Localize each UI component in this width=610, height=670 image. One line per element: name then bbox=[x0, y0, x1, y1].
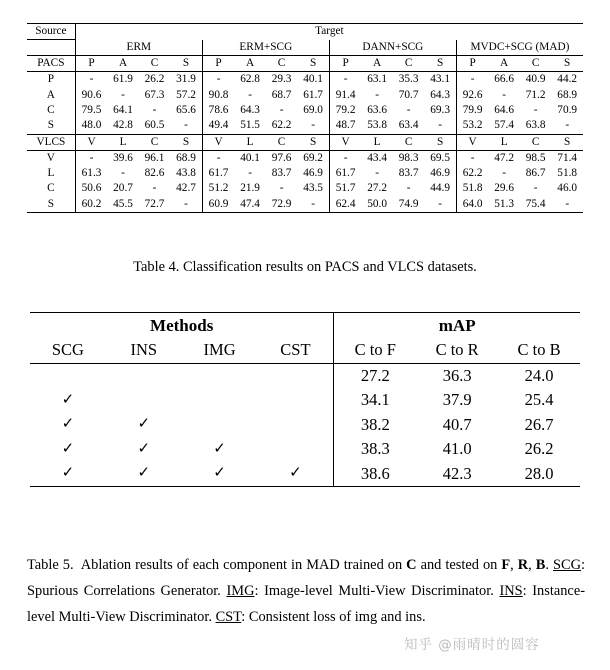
table-row bbox=[27, 181, 583, 196]
classification-results-table bbox=[27, 23, 583, 213]
header-target: Target bbox=[75, 24, 583, 40]
cell: 61.7 bbox=[329, 166, 361, 181]
header-domain-vlcs-1-v: V bbox=[202, 134, 234, 150]
header-domain-pacs-1-c: C bbox=[266, 56, 298, 72]
ablation-header-row-groups bbox=[30, 313, 580, 339]
map-value: 37.9 bbox=[442, 390, 472, 409]
header-spacer bbox=[27, 40, 75, 56]
header-domain-vlcs-2-c: C bbox=[393, 134, 425, 150]
header-domain-pacs-3-s: S bbox=[551, 56, 583, 72]
cell: 62.2 bbox=[271, 119, 292, 132]
cell: 79.5 bbox=[75, 103, 107, 118]
table-row bbox=[27, 88, 583, 103]
cell: 72.7 bbox=[139, 197, 171, 213]
cell: - bbox=[248, 167, 252, 180]
table-header-row-source-target bbox=[27, 24, 583, 40]
cell: 46.9 bbox=[430, 167, 450, 180]
table-row bbox=[27, 197, 583, 213]
ablation-table-row bbox=[30, 437, 580, 462]
cell: 64.0 bbox=[456, 197, 488, 213]
check-ins: ✓ bbox=[106, 462, 182, 487]
check-empty bbox=[182, 363, 258, 388]
cell: - bbox=[297, 197, 329, 213]
cell: 43.4 bbox=[367, 151, 387, 164]
cell: 39.6 bbox=[113, 151, 133, 164]
cell: 51.8 bbox=[557, 167, 578, 180]
check-empty bbox=[258, 388, 334, 413]
check-empty bbox=[106, 388, 182, 413]
cell: 46.9 bbox=[303, 167, 323, 180]
cell: 40.9 bbox=[525, 73, 546, 86]
map-value: 24.0 bbox=[524, 365, 554, 385]
map-value: 41.0 bbox=[442, 439, 472, 458]
map-value: 36.3 bbox=[442, 365, 472, 385]
cell: 69.3 bbox=[430, 103, 450, 116]
table-header-row-pacs bbox=[27, 56, 583, 72]
table-4-container bbox=[27, 23, 583, 213]
header-domain-pacs-3-p: P bbox=[456, 56, 488, 72]
header-domain-pacs-1-s: S bbox=[297, 56, 329, 72]
cell: - bbox=[279, 182, 284, 195]
cell: 60.2 bbox=[75, 197, 107, 213]
cell: - bbox=[311, 119, 315, 132]
check-scg: ✓ bbox=[30, 462, 106, 487]
watermark-overlay: 知乎 @雨晴时的圆容 bbox=[404, 637, 540, 653]
cell: - bbox=[375, 167, 379, 180]
cell: - bbox=[202, 150, 234, 166]
header-domain-pacs-0-s: S bbox=[170, 56, 202, 72]
cell: - bbox=[456, 150, 488, 166]
cell: 98.5 bbox=[525, 151, 546, 164]
table-header-row-vlcs bbox=[27, 134, 583, 150]
cell: 42.8 bbox=[113, 119, 133, 132]
cell: 48.7 bbox=[329, 118, 361, 134]
cell: - bbox=[424, 197, 456, 213]
check-scg: ✓ bbox=[61, 391, 75, 408]
check-img: ✓ bbox=[213, 440, 226, 457]
cell: 67.3 bbox=[144, 88, 165, 101]
cell: 72.9 bbox=[266, 197, 298, 213]
header-domain-vlcs-0-s: S bbox=[170, 134, 202, 150]
cell: 63.6 bbox=[367, 103, 387, 116]
table-row bbox=[27, 150, 583, 166]
cell: 64.3 bbox=[430, 88, 450, 101]
row-label-vlcs-l: L bbox=[47, 167, 55, 180]
cell: 51.2 bbox=[202, 181, 234, 196]
cell: 21.9 bbox=[240, 182, 260, 195]
ablation-header-row-columns bbox=[30, 338, 580, 363]
cell: 90.8 bbox=[202, 88, 234, 103]
header-col-c-to-r: C to R bbox=[416, 338, 498, 363]
cell: 27.2 bbox=[367, 182, 387, 195]
cell: - bbox=[533, 182, 538, 195]
table-row bbox=[27, 103, 583, 118]
cell: 62.2 bbox=[456, 166, 488, 181]
header-domain-vlcs-2-l: L bbox=[361, 134, 393, 150]
cell: 62.4 bbox=[329, 197, 361, 213]
cell: 43.5 bbox=[303, 182, 323, 195]
check-cst: ✓ bbox=[258, 462, 334, 487]
cell: 70.9 bbox=[557, 103, 578, 116]
header-domain-pacs-3-a: A bbox=[488, 56, 520, 72]
cell: 97.6 bbox=[271, 151, 292, 164]
cell: - bbox=[170, 197, 202, 213]
header-domain-vlcs-0-v: V bbox=[75, 134, 107, 150]
table-row bbox=[27, 72, 583, 88]
cell: - bbox=[75, 150, 107, 166]
cell: - bbox=[438, 119, 442, 132]
cell: 46.0 bbox=[557, 182, 578, 195]
header-domain-vlcs-1-c: C bbox=[266, 134, 298, 150]
header-domain-pacs-1-p: P bbox=[202, 56, 234, 72]
row-label-pacs-c: C bbox=[47, 103, 55, 116]
header-domain-vlcs-0-c: C bbox=[139, 134, 171, 150]
cell: 78.6 bbox=[202, 103, 234, 118]
cell: 92.6 bbox=[456, 88, 488, 103]
cell: 63.1 bbox=[367, 73, 387, 86]
cell: 61.7 bbox=[202, 166, 234, 181]
cell: 40.1 bbox=[303, 73, 323, 86]
cell: 60.5 bbox=[144, 119, 165, 132]
cell: 65.6 bbox=[176, 103, 196, 116]
cell: 83.7 bbox=[398, 167, 419, 180]
check-empty bbox=[182, 388, 258, 413]
header-domain-pacs-0-a: A bbox=[107, 56, 139, 72]
header-methods-group: Methods bbox=[30, 313, 334, 339]
table-5-container bbox=[30, 312, 580, 487]
header-group-erm-scg: ERM+SCG bbox=[202, 40, 329, 56]
map-value: 38.6 bbox=[334, 462, 416, 487]
cell: 69.5 bbox=[430, 151, 450, 164]
cell: 47.2 bbox=[494, 151, 515, 164]
cell: 31.9 bbox=[176, 73, 196, 86]
map-value: 42.3 bbox=[416, 462, 498, 487]
cell: - bbox=[202, 72, 234, 88]
cell: 69.2 bbox=[303, 151, 323, 164]
cell: 20.7 bbox=[113, 182, 133, 195]
cell: 50.0 bbox=[361, 197, 393, 213]
check-empty bbox=[258, 413, 334, 438]
cell: 64.6 bbox=[494, 103, 515, 116]
cell: - bbox=[329, 72, 361, 88]
header-group-dann-scg: DANN+SCG bbox=[329, 40, 456, 56]
cell: 47.4 bbox=[234, 197, 266, 213]
cell: 62.8 bbox=[240, 73, 260, 86]
header-domain-vlcs-3-v: V bbox=[456, 134, 488, 150]
check-empty bbox=[106, 363, 182, 388]
map-value: 27.2 bbox=[334, 363, 416, 388]
table-row bbox=[27, 166, 583, 181]
cell: - bbox=[75, 72, 107, 88]
check-empty bbox=[258, 437, 334, 462]
cell: 79.2 bbox=[329, 103, 361, 118]
cell: 90.6 bbox=[75, 88, 107, 103]
header-domain-vlcs-3-s: S bbox=[551, 134, 583, 150]
check-empty bbox=[30, 363, 106, 388]
map-value: 38.3 bbox=[334, 437, 416, 462]
header-domain-vlcs-2-v: V bbox=[329, 134, 361, 150]
header-domain-pacs-2-p: P bbox=[329, 56, 361, 72]
header-col-c-to-f: C to F bbox=[334, 338, 416, 363]
header-col-ins: INS bbox=[106, 338, 182, 363]
cell: 66.6 bbox=[494, 73, 515, 86]
header-dataset-vlcs: VLCS bbox=[27, 134, 75, 150]
header-domain-pacs-0-p: P bbox=[75, 56, 107, 72]
cell: 26.2 bbox=[144, 73, 165, 86]
cell: 51.5 bbox=[240, 119, 260, 132]
map-value: 26.2 bbox=[524, 439, 554, 458]
cell: 60.9 bbox=[202, 197, 234, 213]
cell: 51.3 bbox=[488, 197, 520, 213]
cell: 68.9 bbox=[176, 151, 196, 164]
row-label-pacs-s: S bbox=[47, 119, 55, 132]
cell: 63.4 bbox=[398, 119, 419, 132]
ablation-table-row bbox=[30, 363, 580, 388]
header-domain-vlcs-3-c: C bbox=[520, 134, 552, 150]
cell: 63.8 bbox=[525, 119, 546, 132]
header-col-scg: SCG bbox=[30, 338, 106, 363]
header-domain-pacs-2-c: C bbox=[393, 56, 425, 72]
cell: 82.6 bbox=[144, 167, 165, 180]
cell: 50.6 bbox=[75, 181, 107, 196]
cell: 40.1 bbox=[240, 151, 260, 164]
table-5-caption: Table 5. Ablation results of each component in MAD trained on C and tested on F, R, B. SCG: Spurious Correlations Generator. IMG: Image-level Multi-View Discriminator. INS: Instance-level Multi-View Discriminator. CST: Consistent loss of img and ins. bbox=[27, 557, 586, 625]
check-empty bbox=[182, 413, 258, 438]
cell: 64.3 bbox=[240, 103, 260, 116]
cell: - bbox=[456, 72, 488, 88]
cell: - bbox=[248, 88, 252, 101]
cell: 98.3 bbox=[398, 151, 419, 164]
cell: 64.1 bbox=[113, 103, 133, 116]
cell: - bbox=[533, 103, 538, 116]
check-empty bbox=[258, 363, 334, 388]
cell: 51.7 bbox=[329, 181, 361, 196]
check-scg: ✓ bbox=[61, 416, 75, 433]
header-group-erm: ERM bbox=[75, 40, 202, 56]
header-domain-vlcs-1-s: S bbox=[297, 134, 329, 150]
cell: 44.9 bbox=[430, 182, 450, 195]
header-domain-pacs-2-s: S bbox=[424, 56, 456, 72]
cell: 86.7 bbox=[525, 167, 546, 180]
cell: 29.3 bbox=[271, 73, 292, 86]
map-value: 34.1 bbox=[334, 388, 416, 413]
cell: 69.0 bbox=[303, 103, 323, 116]
header-group-mvdc-scg-mad: MVDC+SCG (MAD) bbox=[456, 40, 583, 56]
cell: 35.3 bbox=[398, 73, 419, 86]
map-value: 28.0 bbox=[498, 462, 580, 487]
table-header-row-methods bbox=[27, 40, 583, 56]
check-scg: ✓ bbox=[61, 440, 75, 457]
header-dataset-pacs: PACS bbox=[27, 56, 75, 72]
cell: 44.2 bbox=[557, 73, 578, 86]
cell: - bbox=[121, 167, 125, 180]
cell: 68.7 bbox=[271, 88, 292, 101]
cell: - bbox=[121, 88, 125, 101]
row-label-vlcs-c: C bbox=[47, 182, 55, 195]
header-domain-pacs-2-a: A bbox=[361, 56, 393, 72]
cell: 51.8 bbox=[456, 181, 488, 196]
cell: 42.7 bbox=[176, 182, 196, 195]
cell: 49.4 bbox=[202, 118, 234, 134]
header-col-cst: CST bbox=[258, 338, 334, 363]
map-value: 38.2 bbox=[334, 413, 416, 438]
table-row bbox=[27, 118, 583, 134]
header-domain-pacs-0-c: C bbox=[139, 56, 171, 72]
cell: 61.9 bbox=[113, 73, 133, 86]
cell: - bbox=[406, 182, 411, 195]
cell: 61.3 bbox=[75, 166, 107, 181]
cell: - bbox=[565, 119, 570, 132]
ablation-results-table bbox=[30, 312, 580, 487]
cell: 71.2 bbox=[525, 88, 546, 101]
cell: - bbox=[375, 88, 379, 101]
cell: 53.2 bbox=[456, 118, 488, 134]
cell: 43.1 bbox=[430, 73, 450, 86]
header-domain-vlcs-2-s: S bbox=[424, 134, 456, 150]
cell: 61.7 bbox=[303, 88, 323, 101]
table-4-caption: Table 4. Classification results on PACS and VLCS datasets. bbox=[133, 259, 477, 275]
header-map-group: mAP bbox=[334, 313, 580, 339]
cell: - bbox=[184, 119, 188, 132]
map-value: 25.4 bbox=[524, 390, 554, 409]
check-ins: ✓ bbox=[137, 440, 151, 457]
row-label-vlcs-s: S bbox=[27, 197, 75, 213]
check-ins: ✓ bbox=[137, 416, 151, 433]
header-domain-pacs-3-c: C bbox=[520, 56, 552, 72]
cell: 53.8 bbox=[367, 119, 387, 132]
cell: - bbox=[152, 103, 157, 116]
cell: 57.2 bbox=[176, 88, 196, 101]
cell: - bbox=[502, 167, 507, 180]
cell: 68.9 bbox=[557, 88, 578, 101]
cell: 45.5 bbox=[107, 197, 139, 213]
header-domain-vlcs-0-l: L bbox=[107, 134, 139, 150]
cell: 75.4 bbox=[520, 197, 552, 213]
cell: 96.1 bbox=[144, 151, 165, 164]
cell: 43.8 bbox=[176, 167, 196, 180]
cell: 79.9 bbox=[456, 103, 488, 118]
check-img: ✓ bbox=[182, 462, 258, 487]
map-value: 26.7 bbox=[524, 414, 554, 434]
cell: - bbox=[502, 88, 507, 101]
ablation-table-row bbox=[30, 388, 580, 413]
header-domain-vlcs-3-l: L bbox=[488, 134, 520, 150]
cell: 70.7 bbox=[398, 88, 419, 101]
ablation-table-row bbox=[30, 413, 580, 438]
header-domain-vlcs-1-l: L bbox=[234, 134, 266, 150]
cell: - bbox=[406, 103, 411, 116]
cell: - bbox=[329, 150, 361, 166]
cell: 29.6 bbox=[494, 182, 515, 195]
cell: 83.7 bbox=[271, 167, 292, 180]
header-col-img: IMG bbox=[182, 338, 258, 363]
cell: 57.4 bbox=[494, 119, 515, 132]
cell: - bbox=[152, 182, 157, 195]
row-label-pacs-a: A bbox=[46, 88, 55, 101]
row-label-pacs-p: P bbox=[47, 73, 55, 86]
cell: 48.0 bbox=[75, 118, 107, 134]
header-domain-pacs-1-a: A bbox=[234, 56, 266, 72]
cell: 91.4 bbox=[329, 88, 361, 103]
row-label-vlcs-v: V bbox=[46, 151, 55, 164]
header-col-c-to-b: C to B bbox=[498, 338, 580, 363]
cell: 71.4 bbox=[557, 151, 578, 164]
map-value: 40.7 bbox=[442, 414, 472, 434]
cell: - bbox=[551, 197, 583, 213]
cell: 74.9 bbox=[393, 197, 425, 213]
ablation-table-row bbox=[30, 462, 580, 487]
cell: - bbox=[279, 103, 284, 116]
header-source: Source bbox=[27, 24, 75, 40]
